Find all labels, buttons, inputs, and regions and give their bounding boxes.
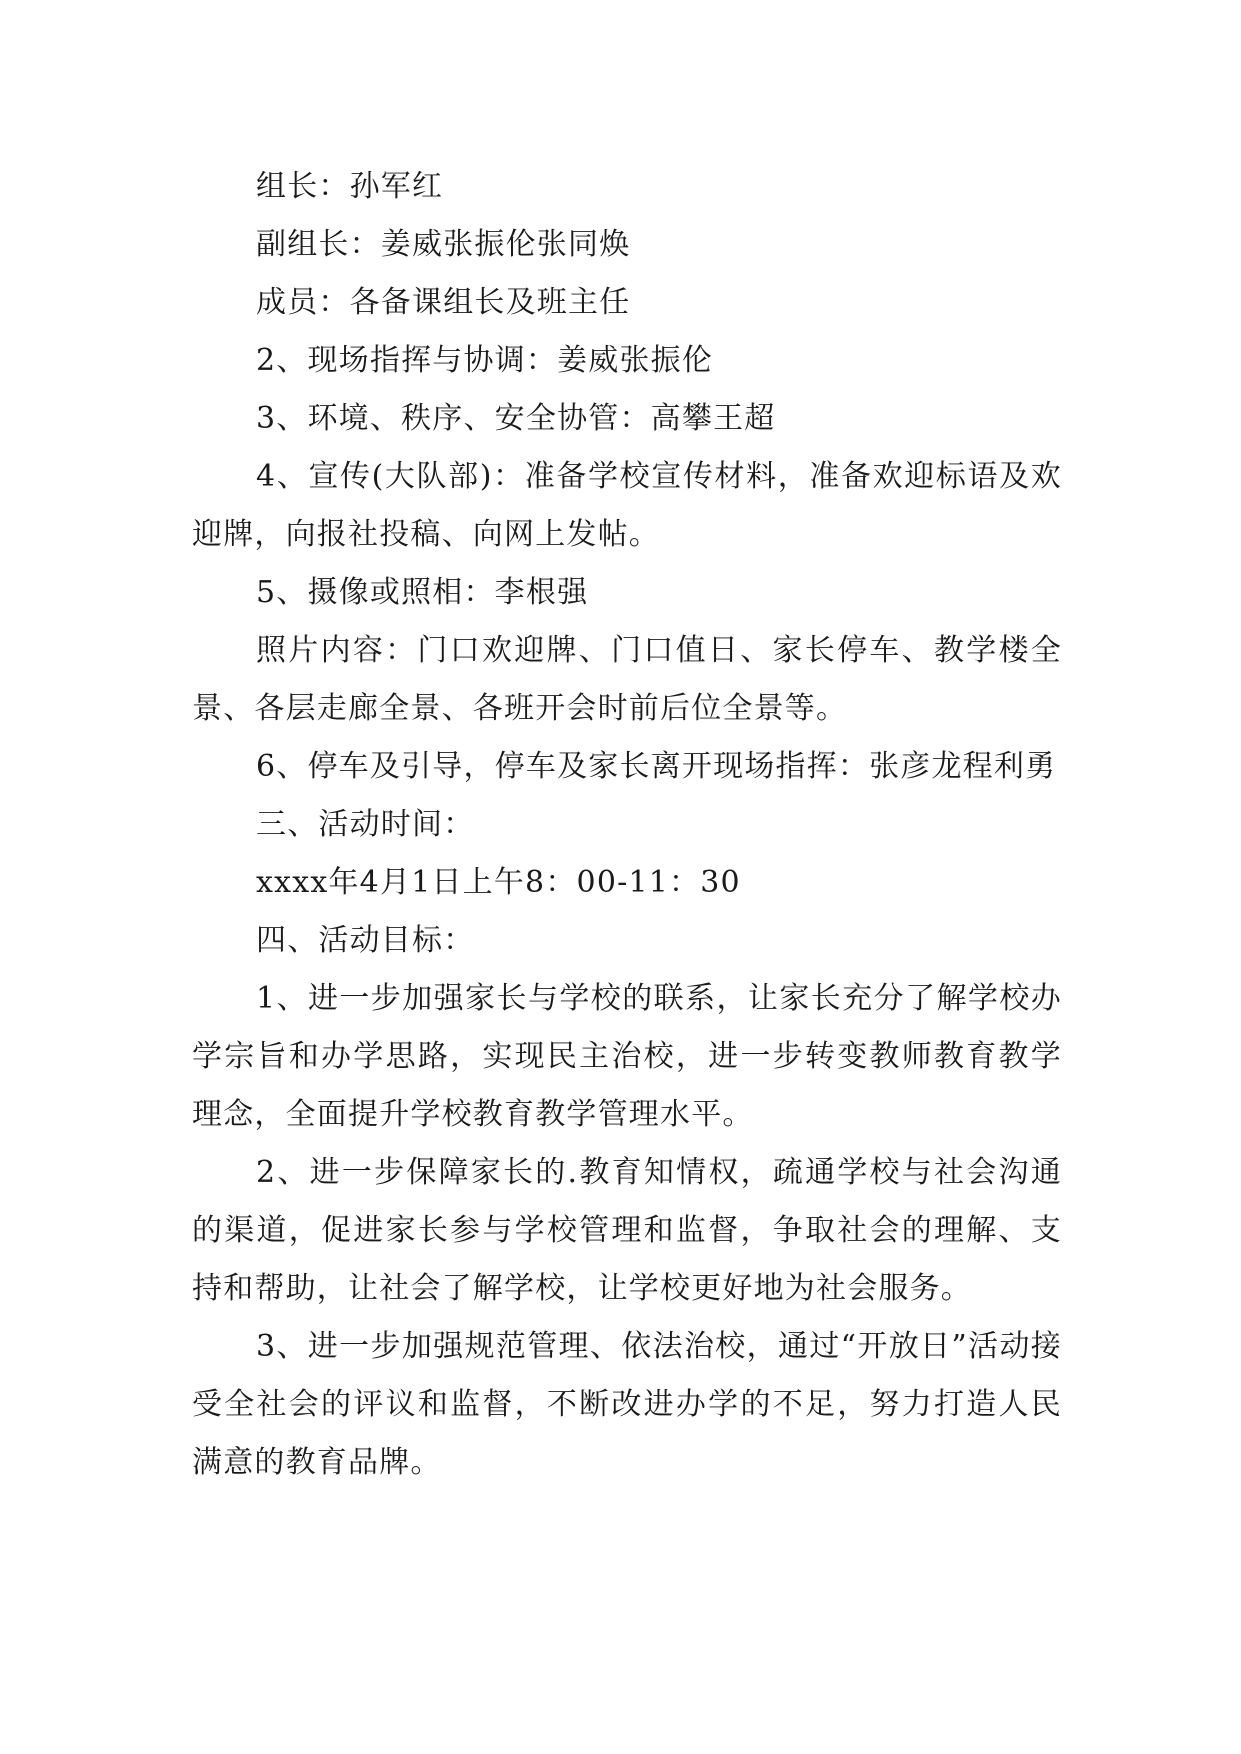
paragraph-goal-2: 2、进一步保障家长的.教育知情权，疏通学校与社会沟通的渠道，促进家长参与学校管理和监督，争取社会的理解、支持和帮助，让社会了解学校，让学校更好地为社会服务。 <box>192 1155 1062 1306</box>
paragraph-item-4: 4、宣传(大队部)：准备学校宣传材料，准备欢迎标语及欢迎牌，向报社投稿、向网上发帖。 <box>192 459 1062 552</box>
paragraph-item-5: 5、摄像或照相：李根强 <box>256 575 589 610</box>
paragraph-photo-content: 照片内容：门口欢迎牌、门口值日、家长停车、教学楼全景、各层走廊全景、各班开会时前后位全景等。 <box>192 633 1062 726</box>
paragraph-item-3: 3、环境、秩序、安全协管：高攀王超 <box>256 401 776 436</box>
paragraph-item-2: 2、现场指挥与协调：姜威张振伦 <box>256 343 714 378</box>
section-heading-goals: 四、活动目标： <box>256 923 475 958</box>
document-body <box>192 158 1062 1492</box>
paragraph-members: 成员：各备课组长及班主任 <box>256 285 631 320</box>
paragraph-goal-3: 3、进一步加强规范管理、依法治校，通过“开放日”活动接受全社会的评议和监督，不断改进办学的不足，努力打造人民满意的教育品牌。 <box>192 1329 1062 1480</box>
paragraph-goal-1: 1、进一步加强家长与学校的联系，让家长充分了解学校办学宗旨和办学思路，实现民主治校，进一步转变教师教育教学理念，全面提升学校教育教学管理水平。 <box>192 981 1062 1132</box>
paragraph-leader: 组长：孙军红 <box>256 169 444 204</box>
paragraph-activity-time: xxxx年4月1日上午8：00-11：30 <box>256 865 741 900</box>
section-heading-time: 三、活动时间： <box>256 807 475 842</box>
paragraph-item-6: 6、停车及引导，停车及家长离开现场指挥：张彦龙程利勇 <box>256 749 1057 784</box>
paragraph-deputy-leader: 副组长：姜威张振伦张同焕 <box>256 227 631 262</box>
